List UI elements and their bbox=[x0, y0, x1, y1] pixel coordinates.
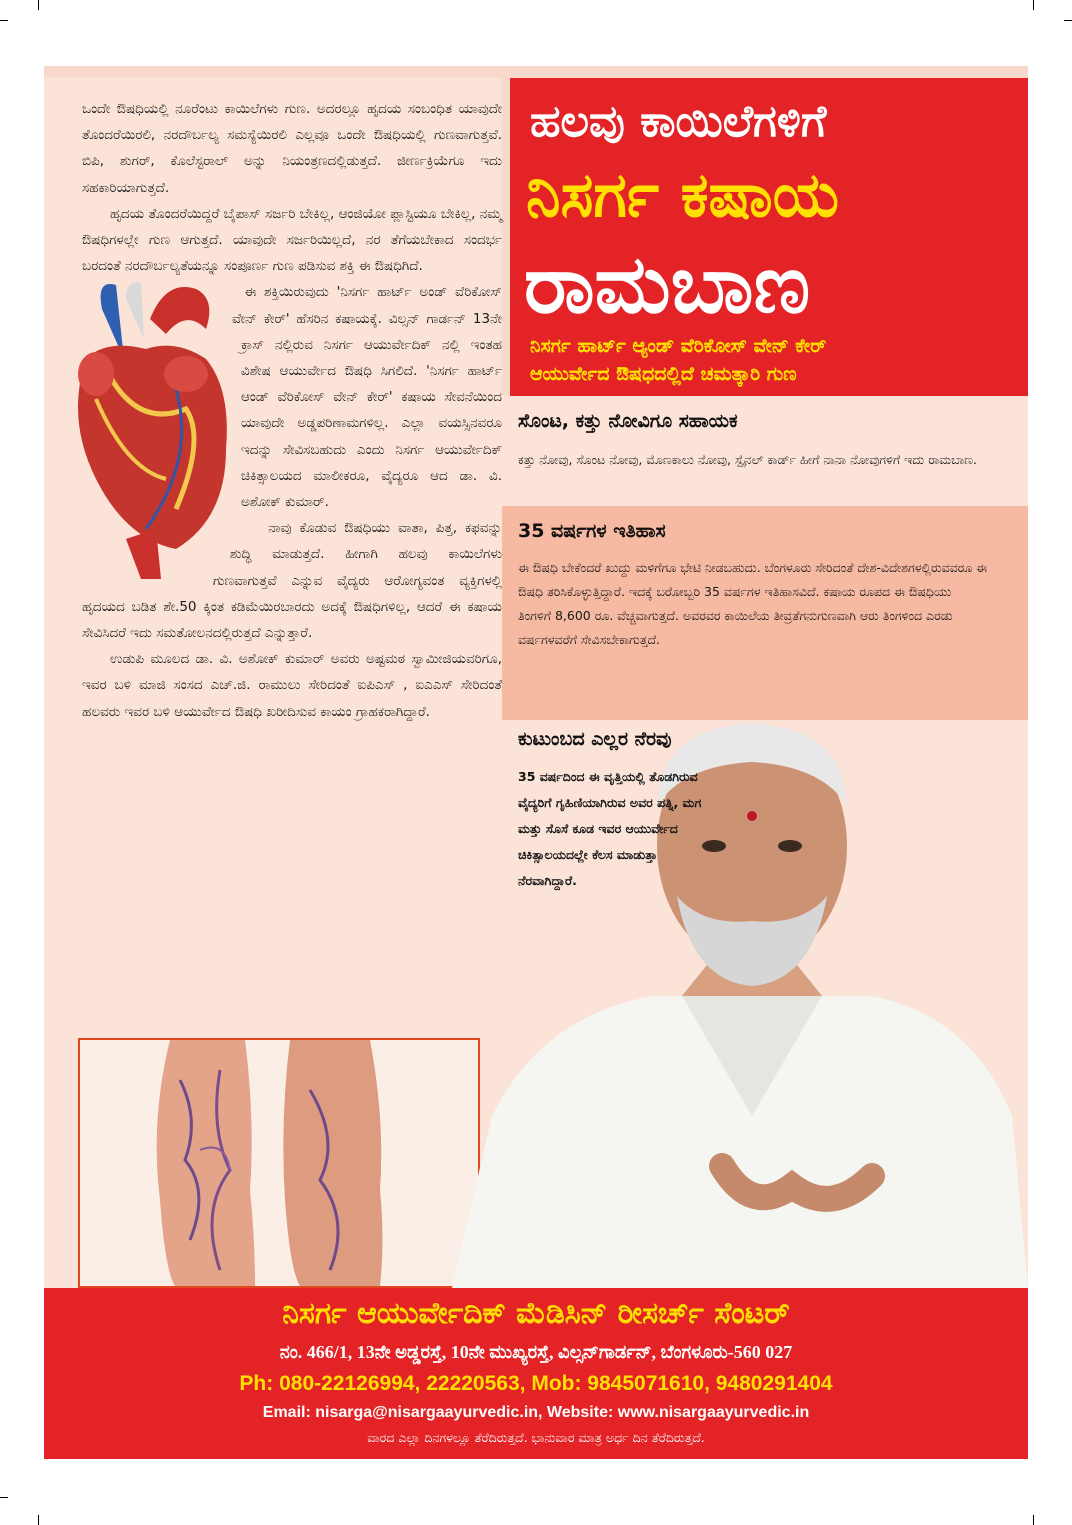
article-paragraph-2 bbox=[82, 201, 502, 280]
crop-mark bbox=[38, 1515, 39, 1525]
address: ನಂ. 466/1, 13ನೇ ಅಡ್ಡರಸ್ತೆ, 10ನೇ ಮುಖ್ಯರಸ್ತೆ, ವಿಲ್ಸನ್‌ಗಾರ್ಡನ್, ಬೆಂಗಳೂರು-560 027 bbox=[279, 1342, 793, 1362]
heart-illustration bbox=[66, 279, 241, 589]
article-paragraph-2-text: ಹೃದಯ ತೊಂದರೆಯಿದ್ದರೆ ಬೈಪಾಸ್ ಸರ್ಜರಿ ಬೇಕಿಲ್ಲ, ಆಂಜಿಯೋ ಪ್ಲಾಸ್ಟಿಯೂ ಬೇಕಿಲ್ಲ, ನಮ್ಮ ಔಷಧಿಗಳಲ್ಲೇ ಗುಣ ಆಗುತ್ತದೆ. ಯಾವುದೇ ಸರ್ಜರಿಯಿಲ್ಲದೆ, ನರ ತೆಗೆಯಬೇಕಾದ ಸಂದರ್ಭ ಬರದಂತೆ ನರದೌರ್ಬಲ್ಯತೆಯನ್ನೂ ಸಂಪೂರ್ಣ ಗುಣ ಪಡಿಸುವ ಶಕ್ತಿ ಈ ಔಷಧಿಗಿದೆ. bbox=[82, 205, 502, 275]
crop-mark bbox=[0, 20, 8, 21]
headline-line-3: ರಾಮಬಾಣ bbox=[524, 238, 811, 331]
opening-hours: ವಾರದ ಎಲ್ಲಾ ದಿನಗಳಲ್ಲೂ ತೆರೆದಿರುತ್ತದೆ. ಭಾನುವಾರ ಮಾತ್ರ ಅರ್ಧ ದಿನ ತೆರೆದಿರುತ್ತದೆ. bbox=[367, 1430, 705, 1445]
subtitle-line-2: ಆಯುರ್ವೇದ ಔಷಧದಲ್ಲಿದೆ ಚಮತ್ಕಾರಿ ಗುಣ bbox=[530, 363, 797, 385]
headline-box bbox=[510, 78, 1028, 396]
heart-icon bbox=[66, 279, 241, 589]
crop-mark bbox=[1033, 0, 1034, 10]
headline-subtitle bbox=[530, 332, 826, 388]
varicose-legs-photo bbox=[78, 1038, 480, 1288]
section-history bbox=[502, 506, 1028, 720]
center-name: ನಿಸರ್ಗ ಆಯುರ್ವೇದಿಕ್ ಮೆಡಿಸಿನ್ ರೀಸರ್ಚ್ ಸೆಂಟರ್ bbox=[282, 1296, 790, 1331]
advertisement bbox=[44, 66, 1028, 1459]
crop-mark bbox=[1033, 1515, 1034, 1525]
section-title: ಕುಟುಂಬದ ಎಲ್ಲರ ನೆರವು bbox=[518, 728, 672, 750]
email-website: Email: nisarga@nisargaayurvedic.in, Website: www.nisargaayurvedic.in bbox=[262, 1404, 810, 1421]
section-title: ಸೊಂಟ, ಕತ್ತು ನೋವಿಗೂ ಸಹಾಯಕ bbox=[518, 410, 738, 432]
footer-contact bbox=[44, 1288, 1028, 1459]
legs-icon bbox=[80, 1040, 478, 1286]
headline-line-2: ನಿಸರ್ಗ ಕಷಾಯ bbox=[526, 158, 839, 231]
article-paragraph-5: ಉಡುಪಿ ಮೂಲದ ಡಾ. ವಿ. ಅಶೋಕ್ ಕುಮಾರ್ ಅವರು ಅಷ್ಟಮಠ ಸ್ವಾಮೀಜಿಯವರಿಗೂ, ಇವರ ಬಳಿ ಮಾಜಿ ಸಂಸದ ಎಚ್.ಜಿ. ರಾಮುಲು ಸೇರಿದಂತೆ ಐಪಿಎಸ್ , ಐಎಎಸ್ ಸೇರಿದಂತೆ ಹಲವರು ಇವರ ಬಳಿ ಆಯುರ್ವೇದ ಔಷಧಿ ಖರೀದಿಸುವ ಕಾಯಂ ಗ್ರಾಹಕರಾಗಿದ್ದಾರೆ. bbox=[82, 651, 502, 720]
section-title: 35 ವರ್ಷಗಳ ಇತಿಹಾಸ bbox=[518, 520, 666, 542]
headline-line-1: ಹಲವು ಕಾಯಿಲೆಗಳಿಗೆ bbox=[530, 96, 827, 147]
crop-mark bbox=[0, 1497, 8, 1498]
crop-mark bbox=[1064, 20, 1072, 21]
subtitle-line-1: ನಿಸರ್ಗ ಹಾರ್ಟ್ ಆ್ಯಂಡ್ ವೆರಿಕೋಸ್ ವೇನ್ ಕೇರ್ bbox=[530, 335, 827, 357]
article-paragraph-3: ಈ ಶಕ್ತಿಯಿರುವುದು 'ನಿಸರ್ಗ ಹಾರ್ಟ್ ಅಂಡ್ ವೆರಿಕೋಸ್ ವೇನ್ ಕೇರ್' ಹೆಸರಿನ ಕಷಾಯಕ್ಕೆ. ವಿಲ್ಸನ್ ಗಾರ್ಡನ್ 13ನೇ ಕ್ರಾಸ್ ನಲ್ಲಿರುವ ನಿಸರ್ಗ ಆಯುರ್ವೇದಿಕ್ ನಲ್ಲಿ ಇಂತಹ ವಿಶೇಷ ಆಯುರ್ವೇದ ಔಷಧಿ ಸಿಗಲಿದೆ. 'ನಿಸರ್ಗ ಹಾರ್ಟ್ ಆಂಡ್ ವೆರಿಕೋಸ್ ವೇನ್ ಕೇರ್' ಕಷಾಯ ಸೇವನೆಯಿಂದ ಯಾವುದೇ ಅಡ್ಡಪರಿಣಾಮಗಳಿಲ್ಲ. ಎಲ್ಲಾ ವಯಸ್ಸಿನವರೂ ಇದನ್ನು ಸೇವಿಸಬಹುದು ಎಂದು ನಿಸರ್ಗ ಆಯುರ್ವೇದಿಕ್ ಚಿಕಿತ್ಸಾಲಯದ ಮಾಲೀಕರೂ, ವೈದ್ಯರೂ ಆದ ಡಾ. ವಿ. ಅಶೋಕ್ ಕುಮಾರ್. bbox=[231, 284, 502, 511]
article-body bbox=[82, 96, 502, 725]
section-pain-relief bbox=[502, 396, 1028, 506]
section-text: ಈ ಔಷಧಿ ಬೇಕೆಂದರೆ ಖುದ್ದು ಮಳಿಗೆಗೂ ಭೇಟಿ ನೀಡಬಹುದು. ಬೆಂಗಳೂರು ಸೇರಿದಂತೆ ದೇಶ-ವಿದೇಶಗಳಲ್ಲಿರುವವರೂ ಈ ಔಷಧಿ ತರಿಸಿಕೊಳ್ಳುತ್ತಿದ್ದಾರೆ. ಇದಕ್ಕೆ ಬರೋಬ್ಬರಿ 35 ವರ್ಷಗಳ ಇತಿಹಾಸವಿದೆ. ಕಷಾಯ ರೂಪದ ಈ ಔಷಧಿಯು ತಿಂಗಳಿಗೆ 8,600 ರೂ. ವೆಚ್ಚವಾಗುತ್ತದೆ. ಅವರವರ ಕಾಯಿಲೆಯ ತೀವ್ರತೆಗನುಗುಣವಾಗಿ ಆರು ತಿಂಗಳಿಂದ ಎರಡು ವರ್ಷಗಳವರೆಗೆ ಸೇವಿಸಬೇಕಾಗುತ್ತದೆ. bbox=[518, 560, 988, 647]
section-family bbox=[502, 720, 1028, 1288]
section-text: ಕತ್ತು ನೋವು, ಸೊಂಟ ನೋವು, ಮೊಣಕಾಲು ನೋವು, ಸ್ಪೈನಲ್ ಕಾರ್ಡ್ ಹೀಗೆ ನಾನಾ ನೋವುಗಳಿಗೆ ಇದು ರಾಮಬಾಣ. bbox=[518, 452, 977, 467]
section-text: 35 ವರ್ಷದಿಂದ ಈ ವೃತ್ತಿಯಲ್ಲಿ ತೊಡಗಿರುವ ವೈದ್ಯರಿಗೆ ಗೃಹಿಣಿಯಾಗಿರುವ ಅವರ ಪತ್ನಿ, ಮಗ ಮತ್ತು ಸೊಸೆ ಕೂಡ ಇವರ ಆಯುರ್ವೇದ ಚಿಕಿತ್ಸಾಲಯದಲ್ಲೇ ಕೆಲಸ ಮಾಡುತ್ತಾ ನೆರವಾಗಿದ್ದಾರೆ. bbox=[518, 769, 702, 888]
article-paragraph-4: ನಾವು ಕೊಡುವ ಔಷಧಿಯು ವಾತಾ, ಪಿತ್ತ, ಕಫವನ್ನು ಶುದ್ಧಿ ಮಾಡುತ್ತದೆ. ಹೀಗಾಗಿ ಹಲವು ಕಾಯಿಲೆಗಳು ಗುಣವಾಗುತ್ತವೆ ಎನ್ನುವ ವೈದ್ಯರು ಆರೋಗ್ಯವಂತ ವ್ಯಕ್ತಿಗಳಲ್ಲಿ ಹೃದಯದ ಬಡಿತ ಶೇ.50 ಕ್ಕಿಂತ ಕಡಿಮೆಯಿರಬಾರದು ಅದಕ್ಕೆ ಔಷಧಿಗಳಿಲ್ಲ, ಆದರೆ ಈ ಕಷಾಯ ಸೇವಿಸಿದರೆ ಇದು ಸಮತೋಲನದಲ್ಲಿರುತ್ತದೆ ಎನ್ನುತ್ತಾರೆ. bbox=[82, 520, 502, 642]
article-paragraph-1: ಒಂದೇ ಔಷಧಿಯಲ್ಲಿ ನೂರೆಂಟು ಕಾಯಿಲೆಗಳು ಗುಣ. ಅದರಲ್ಲೂ ಹೃದಯ ಸಂಬಂಧಿತ ಯಾವುದೇ ತೊಂದರೆಯಿರಲಿ, ನರದೌರ್ಬಲ್ಯ ಸಮಸ್ಯೆಯಿರಲಿ ಎಲ್ಲವೂ ಒಂದೇ ಔಷಧಿಯಲ್ಲಿ ಗುಣವಾಗುತ್ತವೆ. ಬಿಪಿ, ಶುಗರ್, ಕೊಲೆಸ್ಟರಾಲ್ ಅನ್ನು ನಿಯಂತ್ರಣದಲ್ಲಿಡುತ್ತದೆ. ಜೀರ್ಣಕ್ರಿಯೆಗೂ ಇದು ಸಹಕಾರಿಯಾಗುತ್ತದೆ. bbox=[82, 101, 502, 196]
phone-numbers: Ph: 080-22126994, 22220563, Mob: 9845071610, 9480291404 bbox=[239, 1372, 833, 1395]
crop-mark bbox=[38, 0, 39, 10]
